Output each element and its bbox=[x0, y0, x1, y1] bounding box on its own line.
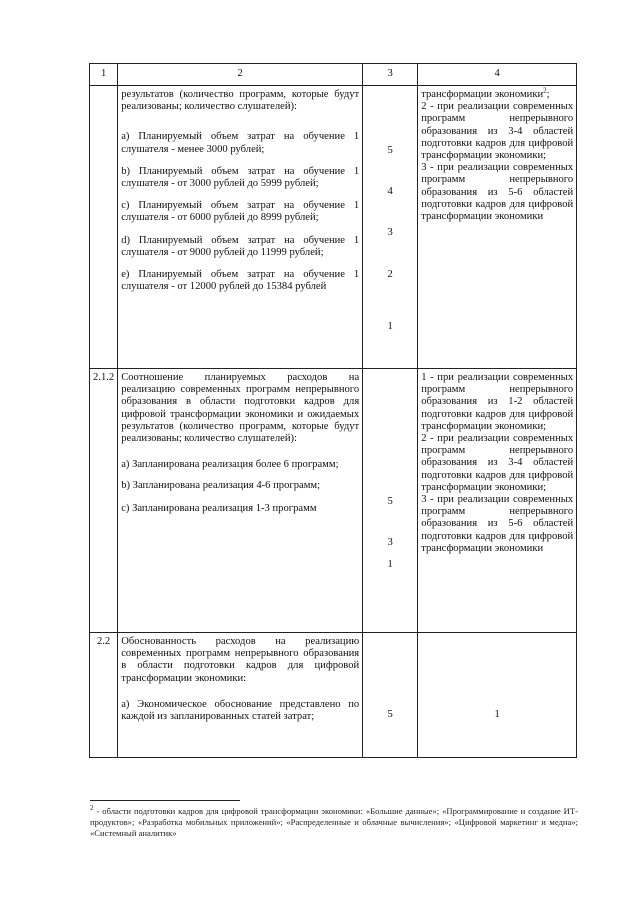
level-value: 1 bbox=[494, 709, 500, 720]
score-value: 5 bbox=[387, 496, 393, 507]
footnote-text: - области подготовки кадров для цифровой трансформации экономики: «Большие данные»; «Программирование и создание ИТ-продуктов»; «Разработка мобильных приложений»; «Распределенные и облачные вычисления»; «Цифровой маркетинг и медиа»; «Системный аналитик» bbox=[90, 806, 578, 838]
header-cell-1: 1 bbox=[90, 64, 118, 86]
header-cell-2: 2 bbox=[118, 64, 363, 86]
table-row bbox=[90, 369, 577, 633]
score-value: 1 bbox=[387, 559, 393, 571]
criterion-option: a) Запланирована реализация более 6 программ; bbox=[121, 459, 339, 471]
table-row bbox=[90, 633, 577, 758]
header-cell-4: 4 bbox=[418, 64, 577, 86]
criterion-option: a) Экономическое обоснование представлено по каждой из запланированных статей затрат; bbox=[121, 698, 360, 723]
criterion-intro: Обоснованность расходов на реализацию современных программ непрерывного образования в области подготовки кадров для цифровой трансформации экономики: bbox=[121, 636, 360, 684]
table-header-row bbox=[90, 64, 577, 86]
criteria-table bbox=[89, 63, 577, 758]
score-value: 5 bbox=[387, 145, 393, 156]
level-text: трансформации экономики bbox=[421, 89, 544, 100]
criterion-option: c) Планируемый объем затрат на обучение 1 слушателя - от 6000 рублей до 8999 рублей; bbox=[121, 200, 360, 224]
criterion-intro: Соотношение планируемых расходов на реализацию современных программ непрерывного образования в области подготовки кадров для цифровой трансформации экономики и ожидаемых результатов (количество программ, которые будут реализованы; количество слушателей): bbox=[121, 372, 360, 445]
header-cell-3: 3 bbox=[363, 64, 418, 86]
score-cell bbox=[363, 86, 418, 369]
criterion-cell bbox=[118, 369, 363, 633]
footnote-divider bbox=[90, 800, 240, 801]
criterion-intro: результатов (количество программ, которые будут реализованы; количество слушателей): bbox=[121, 89, 360, 113]
score-cell bbox=[363, 633, 418, 758]
criterion-option: b) Планируемый объем затрат на обучение 1 слушателя - от 3000 рублей до 5999 рублей; bbox=[121, 165, 360, 190]
criterion-cell bbox=[118, 633, 363, 758]
level-description-cell bbox=[418, 86, 577, 369]
score-value: 3 bbox=[387, 227, 393, 239]
footnote bbox=[90, 806, 578, 839]
score-cell bbox=[363, 369, 418, 633]
criterion-option: e) Планируемый объем затрат на обучение 1 слушателя - от 12000 рублей до 15384 рублей bbox=[121, 269, 360, 293]
level-description-cell: 1 - при реализации современных программ непрерывного образования из 1-2 областей подготовки кадров для цифровой трансформации экономики; 2 - при реализации современных программ непрерывного образования из 3-4 областей подготовки кадров для цифровой трансформации экономики; 3 - при реализации современных программ непрерывного образования из 5-6 областей подготовки кадров для цифровой трансформации экономики bbox=[418, 369, 577, 633]
criterion-option: d) Планируемый объем затрат на обучение 1 слушателя - от 9000 рублей до 11999 рублей; bbox=[121, 234, 360, 258]
criterion-option: c) Запланирована реализация 1-3 программ bbox=[121, 502, 317, 514]
row-number: 2.1.2 bbox=[90, 369, 118, 633]
score-value: 2 bbox=[387, 268, 393, 280]
criterion-cell bbox=[118, 86, 363, 369]
footnote-ref: 2 bbox=[543, 86, 547, 95]
row-number: 2.2 bbox=[90, 633, 118, 758]
level-text: ; 2 - при реализации современных программ непрерывного образования из 3-4 областей подготовки кадров для цифровой трансформации экономики; 3 - при реализации современных программ непрерывного образования из 5-6 областей подготовки кадров для цифровой трансформации экономики bbox=[421, 89, 574, 223]
criterion-option: b) Запланирована реализация 4-6 программ; bbox=[121, 480, 321, 492]
criterion-option: a) Планируемый объем затрат на обучение 1 слушателя - менее 3000 рублей; bbox=[121, 131, 360, 155]
score-value: 1 bbox=[387, 320, 393, 332]
level-description-cell bbox=[418, 633, 577, 758]
footnote-mark: 2 bbox=[90, 804, 94, 813]
table-row bbox=[90, 86, 577, 369]
score-value: 4 bbox=[387, 186, 393, 198]
score-value: 5 bbox=[387, 709, 393, 720]
row-number bbox=[90, 86, 118, 369]
score-value: 3 bbox=[387, 537, 393, 549]
